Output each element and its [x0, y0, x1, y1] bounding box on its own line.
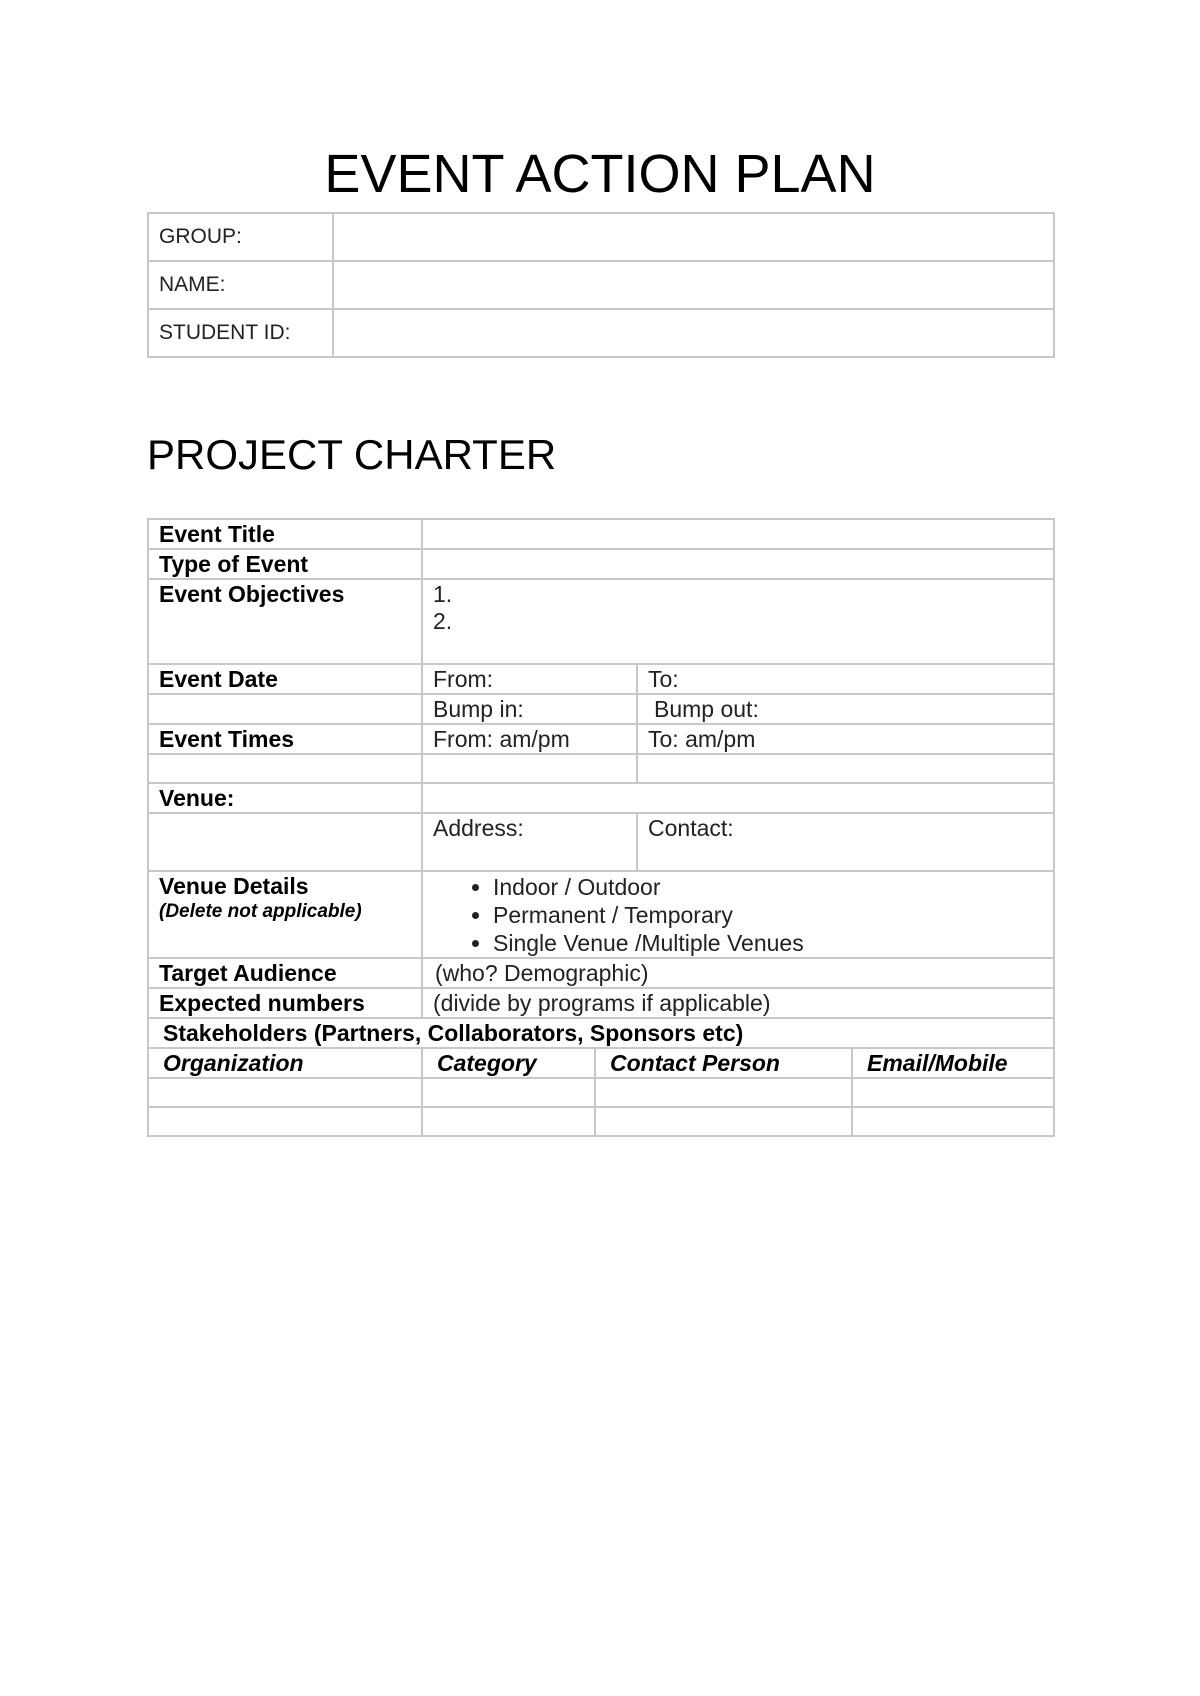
column-header: Organization	[148, 1048, 422, 1078]
venue-address-row	[148, 813, 1054, 871]
student-id-row	[148, 309, 1054, 357]
address-field[interactable]: Address:	[422, 813, 637, 871]
time-from-field[interactable]: From: am/pm	[422, 724, 637, 754]
expected-numbers-row	[148, 988, 1054, 1018]
name-row	[148, 261, 1054, 309]
venue-option: • Permanent / Temporary	[493, 901, 1043, 929]
type-row	[148, 549, 1054, 579]
section-title: PROJECT CHARTER	[147, 431, 557, 478]
group-label: GROUP:	[148, 213, 333, 261]
venue-field[interactable]	[422, 783, 1054, 813]
event-times-label: Event Times	[148, 724, 422, 754]
group-row	[148, 213, 1054, 261]
event-title-row	[148, 519, 1054, 549]
category-cell[interactable]	[422, 1107, 595, 1136]
identity-table	[147, 212, 1055, 358]
objectives-field[interactable]	[422, 579, 1054, 664]
venue-details-label: Venue Details	[159, 873, 309, 899]
venue-option: • Indoor / Outdoor	[493, 873, 1043, 901]
blank-cell	[148, 813, 422, 871]
bump-in-field[interactable]: Bump in:	[422, 694, 637, 724]
target-audience-label: Target Audience	[148, 958, 422, 988]
blank-field[interactable]	[637, 754, 1054, 783]
objective-item: 1.	[433, 581, 453, 607]
objectives-label: Event Objectives	[148, 579, 422, 664]
column-header: Category	[422, 1048, 595, 1078]
organization-cell[interactable]	[148, 1078, 422, 1107]
event-title-label: Event Title	[148, 519, 422, 549]
event-date-label: Event Date	[148, 664, 422, 694]
student-id-field[interactable]	[333, 309, 1054, 357]
target-audience-row	[148, 958, 1054, 988]
event-times-row	[148, 724, 1054, 754]
venue-details-note: (Delete not applicable)	[159, 901, 362, 922]
column-header: Email/Mobile	[852, 1048, 1054, 1078]
target-audience-field[interactable]: (who? Demographic)	[422, 958, 1054, 988]
email-mobile-cell[interactable]	[852, 1078, 1054, 1107]
venue-row	[148, 783, 1054, 813]
venue-details-row	[148, 871, 1054, 958]
event-title-field[interactable]	[422, 519, 1054, 549]
email-mobile-cell[interactable]	[852, 1107, 1054, 1136]
table-row	[148, 1078, 1054, 1107]
type-label: Type of Event	[148, 549, 422, 579]
name-field[interactable]	[333, 261, 1054, 309]
type-field[interactable]	[422, 549, 1054, 579]
bump-blank-cell	[148, 694, 422, 724]
date-to-field[interactable]: To:	[637, 664, 1054, 694]
column-header: Contact Person	[595, 1048, 852, 1078]
contact-person-cell[interactable]	[595, 1107, 852, 1136]
objectives-row	[148, 579, 1054, 664]
category-cell[interactable]	[422, 1078, 595, 1107]
venue-options-list	[433, 873, 1043, 957]
venue-option: • Single Venue /Multiple Venues	[493, 929, 1043, 957]
group-field[interactable]	[333, 213, 1054, 261]
expected-numbers-field[interactable]: (divide by programs if applicable)	[422, 988, 1054, 1018]
table-row	[148, 1107, 1054, 1136]
page-title: EVENT ACTION PLAN	[324, 144, 876, 204]
bump-row	[148, 694, 1054, 724]
stakeholders-heading-row	[148, 1018, 1054, 1048]
expected-numbers-label: Expected numbers	[148, 988, 422, 1018]
project-charter-table	[147, 518, 1055, 1137]
blank-cell	[148, 754, 422, 783]
student-id-label: STUDENT ID:	[148, 309, 333, 357]
organization-cell[interactable]	[148, 1107, 422, 1136]
event-date-row	[148, 664, 1054, 694]
times-extra-row	[148, 754, 1054, 783]
venue-label: Venue:	[148, 783, 422, 813]
stakeholder-header-row	[148, 1048, 1054, 1078]
blank-field[interactable]	[422, 754, 637, 783]
name-label: NAME:	[148, 261, 333, 309]
objective-item: 2.	[433, 608, 453, 634]
contact-person-cell[interactable]	[595, 1078, 852, 1107]
stakeholders-heading: Stakeholders (Partners, Collaborators, Sponsors etc)	[148, 1018, 1054, 1048]
bump-out-field[interactable]: Bump out:	[637, 694, 1054, 724]
time-to-field[interactable]: To: am/pm	[637, 724, 1054, 754]
objectives-list	[433, 581, 1043, 635]
contact-field[interactable]: Contact:	[637, 813, 1054, 871]
date-from-field[interactable]: From:	[422, 664, 637, 694]
venue-details-field[interactable]	[422, 871, 1054, 958]
venue-details-label-cell	[148, 871, 422, 958]
